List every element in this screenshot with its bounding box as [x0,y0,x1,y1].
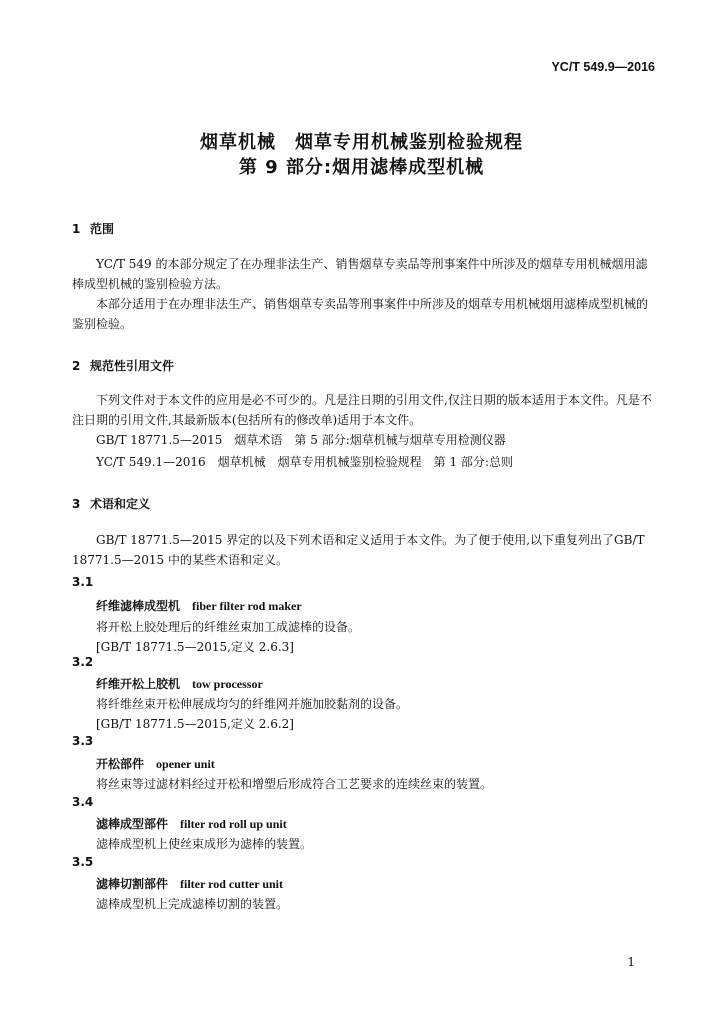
section-3-number: 3 [72,497,81,511]
term-source: [GB/T 18771.5—2015,定义 2.6.3] [96,640,294,654]
document-title-line2: 第 9 部分:烟用滤棒成型机械 [238,157,485,178]
section-1-paragraph-1: YC/T 549 的本部分规定了在办理非法生产、销售烟草专卖品等刑事案件中所涉及的烟草专用机械烟用滤棒成型机械的鉴别检验方法。 [72,257,648,291]
section-2-title: 规范性引用文件 [90,359,175,373]
term-definition: 将丝束等过滤材料经过开松和增塑后形成符合工艺要求的连续丝束的装置。 [96,777,493,791]
term-name-zh: 开松部件 [96,757,145,771]
section-3-title: 术语和定义 [90,497,151,511]
term-number: 3.1 [72,575,94,589]
section-3-heading [72,495,150,512]
section-2-intro: 下列文件对于本文件的应用是必不可少的。凡是注日期的引用文件,仅注日期的版本适用于本文件。凡是不注日期的引用文件,其最新版本(包括所有的修改单)适用于本文件。 [72,393,652,427]
section-1-number: 1 [72,222,81,236]
section-3-intro: GB/T 18771.5—2015 界定的以及下列术语和定义适用于本文件。为了便于使用,以下重复列出了GB/T 18771.5—2015 中的某些术语和定义。 [72,533,645,567]
section-1-title: 范围 [90,222,115,236]
term-name-en: filter rod cutter unit [180,877,283,891]
section-2-heading [72,357,174,374]
section-1-heading [72,220,114,237]
term-number: 3.2 [72,655,94,669]
term-number: 3.5 [72,855,94,869]
section-2-number: 2 [72,359,81,373]
term-number: 3.4 [72,795,94,809]
standard-code: YC/T 549.9—2016 [551,60,655,74]
reference-item: YC/T 549.1—2016 烟草机械 烟草专用机械鉴别检验规程 第 1 部分:总则 [96,455,513,469]
term-definition: 将开松上胶处理后的纤维丝束加工成滤棒的设备。 [96,620,361,634]
term-definition: 滤棒成型机上完成滤棒切割的装置。 [96,897,289,911]
term-title [96,675,263,692]
term-name-en: filter rod roll up unit [180,817,287,831]
term-title [96,875,283,892]
term-title [96,755,215,772]
term-name-en: opener unit [156,757,215,771]
term-name-en: fiber filter rod maker [192,599,302,613]
term-name-zh: 滤棒切割部件 [96,877,169,891]
term-name-zh: 纤维开松上胶机 [96,677,181,691]
term-source: [GB/T 18771.5—2015,定义 2.6.2] [96,717,294,731]
section-1-paragraph-2: 本部分适用于在办理非法生产、销售烟草专卖品等刑事案件中所涉及的烟草专用机械烟用滤棒成型机械的鉴别检验。 [72,297,649,331]
document-title-line1: 烟草机械 烟草专用机械鉴别检验规程 [200,132,523,153]
page-number: 1 [627,955,635,969]
term-name-en: tow processor [192,677,263,691]
term-name-zh: 纤维滤棒成型机 [96,599,181,613]
term-title [96,597,302,614]
term-title [96,815,287,832]
term-definition: 滤棒成型机上使丝束成形为滤棒的装置。 [96,837,313,851]
reference-item: GB/T 18771.5—2015 烟草术语 第 5 部分:烟草机械与烟草专用检测仪器 [96,433,506,447]
term-name-zh: 滤棒成型部件 [96,817,169,831]
term-number: 3.3 [72,734,94,748]
term-definition: 将纤维丝束开松伸展成均匀的纤维网并施加胶黏剂的设备。 [96,697,409,711]
